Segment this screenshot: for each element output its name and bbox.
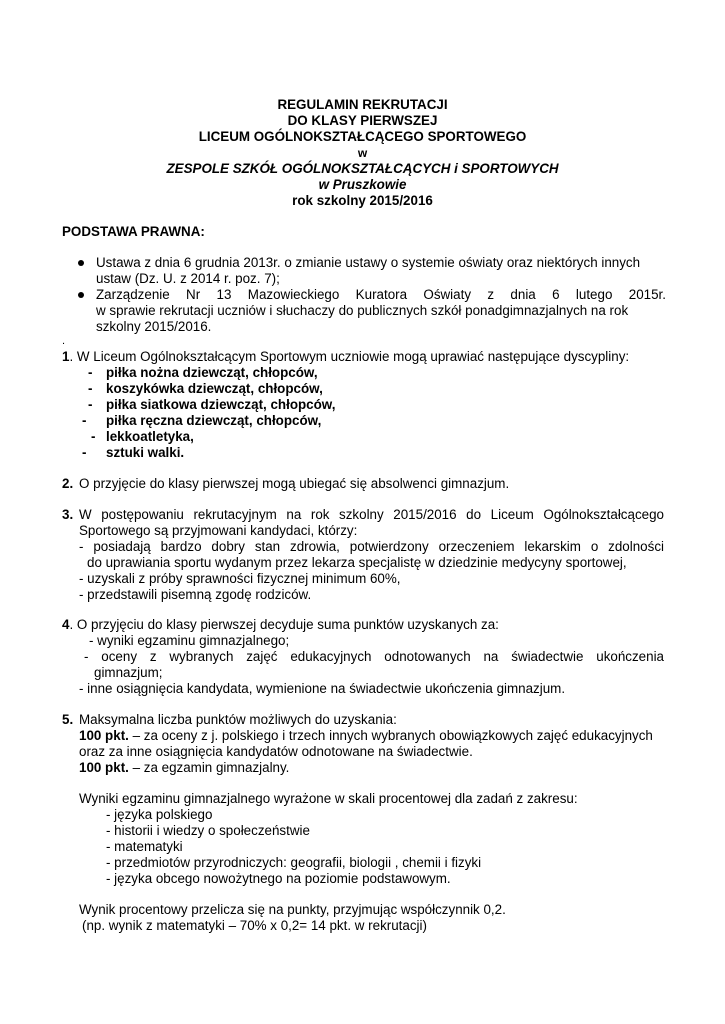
results-intro: Wyniki egzaminu gimnazjalnego wyrażone w skali procentowej dla zadań z zakresu: [79,791,578,806]
legal-basis-heading: PODSTAWA PRAWNA: [62,224,205,239]
title-line-3: LICEUM OGÓLNOKSZTAŁCĄCEGO SPORTOWEGO [198,129,527,144]
section-3-number: 3. [62,507,74,522]
discipline-dash: - [88,381,93,396]
bullet-icon [78,292,84,298]
legal-item-1-line-1: Ustawa z dnia 6 grudnia 2013r. o zmianie ustawy o systemie oświaty oraz niektórych innych [96,255,641,270]
points-1-value: 100 pkt. [79,728,129,743]
discipline-dash: - [82,413,87,428]
calc-line-2: (np. wynik z matematyki – 70% x 0,2= 14 pkt. w rekrutacji) [82,918,427,933]
section-4-number: 4 [62,617,70,632]
bullet-icon [78,260,84,266]
discipline-dash: - [91,429,96,444]
title-line-4: w [357,146,368,160]
title-line-5: ZESPOLE SZKÓŁ OGÓLNOKSZTAŁCĄCYCH i SPORTOWYCH [166,161,559,176]
discipline-item: piłka ręczna dziewcząt, chłopców, [106,413,322,428]
subject-item: - historii i wiedzy o społeczeństwie [106,823,310,838]
subject-item: - języka polskiego [106,807,213,822]
section-2-text: O przyjęcie do klasy pierwszej mogą ubiegać się absolwenci gimnazjum. [79,476,510,491]
section-3-line-6: - przedstawili pisemną zgodę rodziców. [79,587,312,602]
discipline-dash: - [82,445,87,460]
section-3-line-5: - uzyskali z próby sprawności fizycznej minimum 60%, [79,571,401,586]
legal-item-2-line-1: Zarządzenie Nr 13 Mazowieckiego Kuratora Oświaty z dnia 6 lutego 2015r. [96,287,666,302]
discipline-item: lekkoatletyka, [106,429,194,444]
stray-dot: . [62,335,66,347]
discipline-item: koszykówka dziewcząt, chłopców, [106,381,323,396]
points-2-value: 100 pkt. [79,760,129,775]
points-line-1 [79,728,653,744]
section-5-number: 5. [62,712,74,727]
section-2-number: 2. [62,476,74,491]
legal-item-1-line-2: ustaw (Dz. U. z 2014 r. poz. 7); [96,271,280,286]
section-5-text: Maksymalna liczba punktów możliwych do uzyskania: [79,712,397,727]
discipline-item: piłka siatkowa dziewcząt, chłopców, [106,397,336,412]
legal-item-2-line-2: w sprawie rekrutacji uczniów i słuchaczy do publicznych szkół ponadgimnazjalnych na rok [96,303,629,318]
section-4-text: . O przyjęciu do klasy pierwszej decyduje suma punktów uzyskanych za: [69,617,499,632]
discipline-dash: - [88,397,93,412]
section-1-intro [62,349,629,365]
subject-item: - języka obcego nowożytnego na poziomie podstawowym. [106,871,451,886]
points-2-text: – za egzamin gimnazjalny. [132,760,290,775]
points-line-2: oraz za inne osiągnięcia kandydatów odnotowane na świadectwie. [79,744,473,759]
discipline-dash: - [88,365,93,380]
section-4-line-5: - inne osiągnięcia kandydata, wymienione na świadectwie ukończenia gimnazjum. [79,681,566,696]
subject-item: - przedmiotów przyrodniczych: geografii, biologii , chemii i fizyki [106,855,482,870]
section-3-line-1: W postępowaniu rekrutacyjnym na rok szkolny 2015/2016 do Liceum Ogólnokształcącego [79,507,664,522]
section-3-line-3: - posiadają bardzo dobry stan zdrowia, potwierdzony orzeczeniem lekarskim o zdolności [79,539,664,554]
section-4-line-2: - wyniki egzaminu gimnazjalnego; [89,633,290,648]
section-1-text: . W Liceum Ogólnokształcącym Sportowym uczniowie mogą uprawiać następujące dyscypliny: [69,349,630,364]
legal-item-2-line-3: szkolny 2015/2016. [96,319,212,334]
section-4-line-3: - oceny z wybranych zajęć edukacyjnych odnotowanych na świadectwie ukończenia [84,649,664,664]
discipline-item: piłka nożna dziewcząt, chłopców, [106,365,318,380]
calc-line-1: Wynik procentowy przelicza się na punkty, przyjmując współczynnik 0,2. [79,902,506,917]
section-4-line-4: gimnazjum; [94,665,163,680]
section-3-line-4: do uprawiania sportu wydanym przez lekarza specjalistę w dziedzinie medycyny sportowej, [87,555,627,570]
section-3-line-2: Sportowego są przyjmowani kandydaci, którzy: [79,523,358,538]
discipline-item: sztuki walki. [106,445,185,460]
title-line-2: DO KLASY PIERWSZEJ [287,113,438,128]
section-4-intro [62,617,499,633]
section-1-number: 1 [62,349,70,364]
title-line-7: rok szkolny 2015/2016 [292,193,433,208]
title-line-1: REGULAMIN REKRUTACJI [277,97,448,112]
title-line-6: w Pruszkowie [318,177,407,192]
subject-item: - matematyki [106,839,183,854]
points-1-text: – za oceny z j. polskiego i trzech innych wybranych obowiązkowych zajęć edukacyjnych [132,728,653,743]
points-line-3 [79,760,289,776]
